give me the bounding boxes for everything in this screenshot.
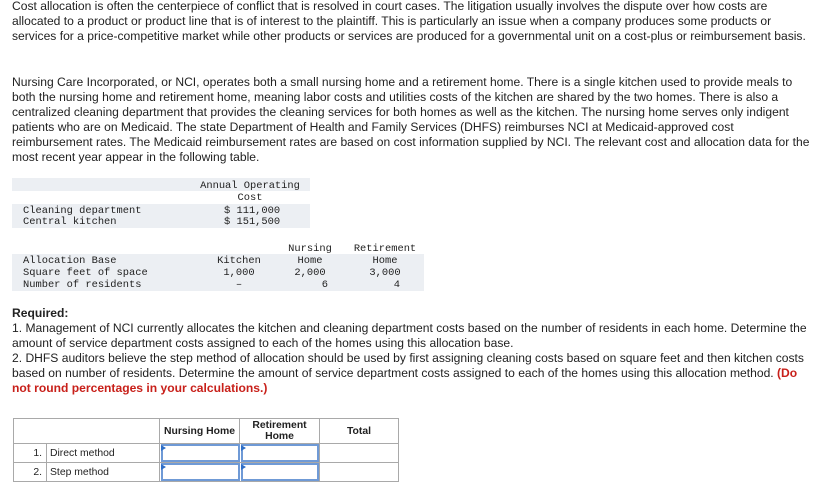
alloc-col-header: Home	[372, 255, 398, 267]
col-header-total: Total	[319, 418, 399, 444]
direct-method-retirement-home-input[interactable]	[241, 444, 319, 462]
cost-row-label: Cleaning department	[23, 205, 142, 217]
required-question-2-text: 2. DHFS auditors believe the step method of allocation should be used by first assigning cleaning costs based on square feet and then kitchen costs based on number of residents. Determine the amount of service department costs assigned to each of the homes using this allocation method.	[12, 351, 804, 380]
flag-icon	[161, 464, 166, 470]
row-label-step-method: Step method	[46, 462, 160, 482]
direct-method-nursing-home-input[interactable]	[161, 444, 240, 462]
alloc-row-label: Square feet of space	[23, 267, 148, 279]
alloc-row-label: Number of residents	[23, 279, 142, 291]
required-question-1: 1. Management of NCI currently allocates the kitchen and cleaning department costs based on the number of residents in each home. Determine the amount of service department costs assigned to each of the homes using this allocation base.	[12, 321, 807, 350]
alloc-cell: 4	[393, 279, 400, 291]
alloc-cell: –	[235, 279, 243, 291]
alloc-cell: 2,000	[294, 267, 326, 279]
row-index: 2.	[13, 462, 47, 482]
alloc-cell: 6	[321, 279, 328, 291]
step-method-nursing-home-input[interactable]	[161, 463, 240, 481]
alloc-col-header: Home	[297, 255, 323, 267]
alloc-cell: 1,000	[223, 267, 255, 279]
row-index: 1.	[13, 443, 47, 463]
required-heading: Required:	[12, 306, 69, 320]
cost-row-value: $ 151,500	[224, 216, 281, 228]
alloc-base-label: Allocation Base	[23, 255, 117, 267]
step-method-retirement-home-input[interactable]	[241, 463, 319, 481]
intro-paragraph-2: Nursing Care Incorporated, or NCI, operates both a small nursing home and a retirement home. There is a single kitchen used to provide meals to both the nursing home and retirement home, meaning labor costs and utilities costs of the kitchen are shared by the two homes. There is also a centralized cleaning department that provides the cleaning services for both homes as well as the kitchen. The nursing home serves only indigent patients who are on Medicaid. The state Department of Health and Family Services (DHFS) reimburses NCI at Medicaid-approved cost reimbursement rates. The Medicaid reimbursement rates are based on cost information supplied by NCI. The relevant cost and allocation data for the most recent year appear in the following table.	[12, 75, 810, 164]
intro-paragraph-1: Cost allocation is often the centerpiece of conflict that is resolved in court cases. The litigation usually involves the dispute over how costs are allocated to a product or product line that is of interest to the plaintiff. This is particularly an issue when a company produces some products or services for a price-competitive market while other products or services are produced for a governmental unit on a cost-plus or reimbursement basis.	[12, 0, 806, 43]
alloc-col-header: Kitchen	[217, 255, 261, 267]
alloc-col-header: Retirement	[353, 243, 417, 255]
required-question-2	[12, 351, 812, 396]
col-header-nursing-home: Nursing Home	[159, 418, 240, 444]
col-header-retirement-home: Retirement Home	[239, 418, 320, 444]
cost-row-value: $ 111,000	[224, 205, 281, 217]
cost-row-label: Central kitchen	[23, 216, 117, 228]
rounding-note: (Do not round percentages in your calculations.)	[12, 366, 798, 395]
flag-icon	[241, 464, 246, 470]
flag-icon	[161, 445, 166, 451]
flag-icon	[241, 445, 246, 451]
answer-header-blank	[13, 418, 160, 444]
row-label-direct-method: Direct method	[46, 443, 160, 463]
cost-table-header: Annual Operating	[200, 180, 300, 192]
alloc-col-header: Nursing	[288, 243, 332, 255]
answer-cell	[319, 443, 399, 463]
alloc-cell: 3,000	[369, 267, 401, 279]
answer-cell	[319, 462, 399, 482]
required-section	[12, 306, 812, 396]
cost-table-header-2: Cost	[237, 192, 263, 204]
